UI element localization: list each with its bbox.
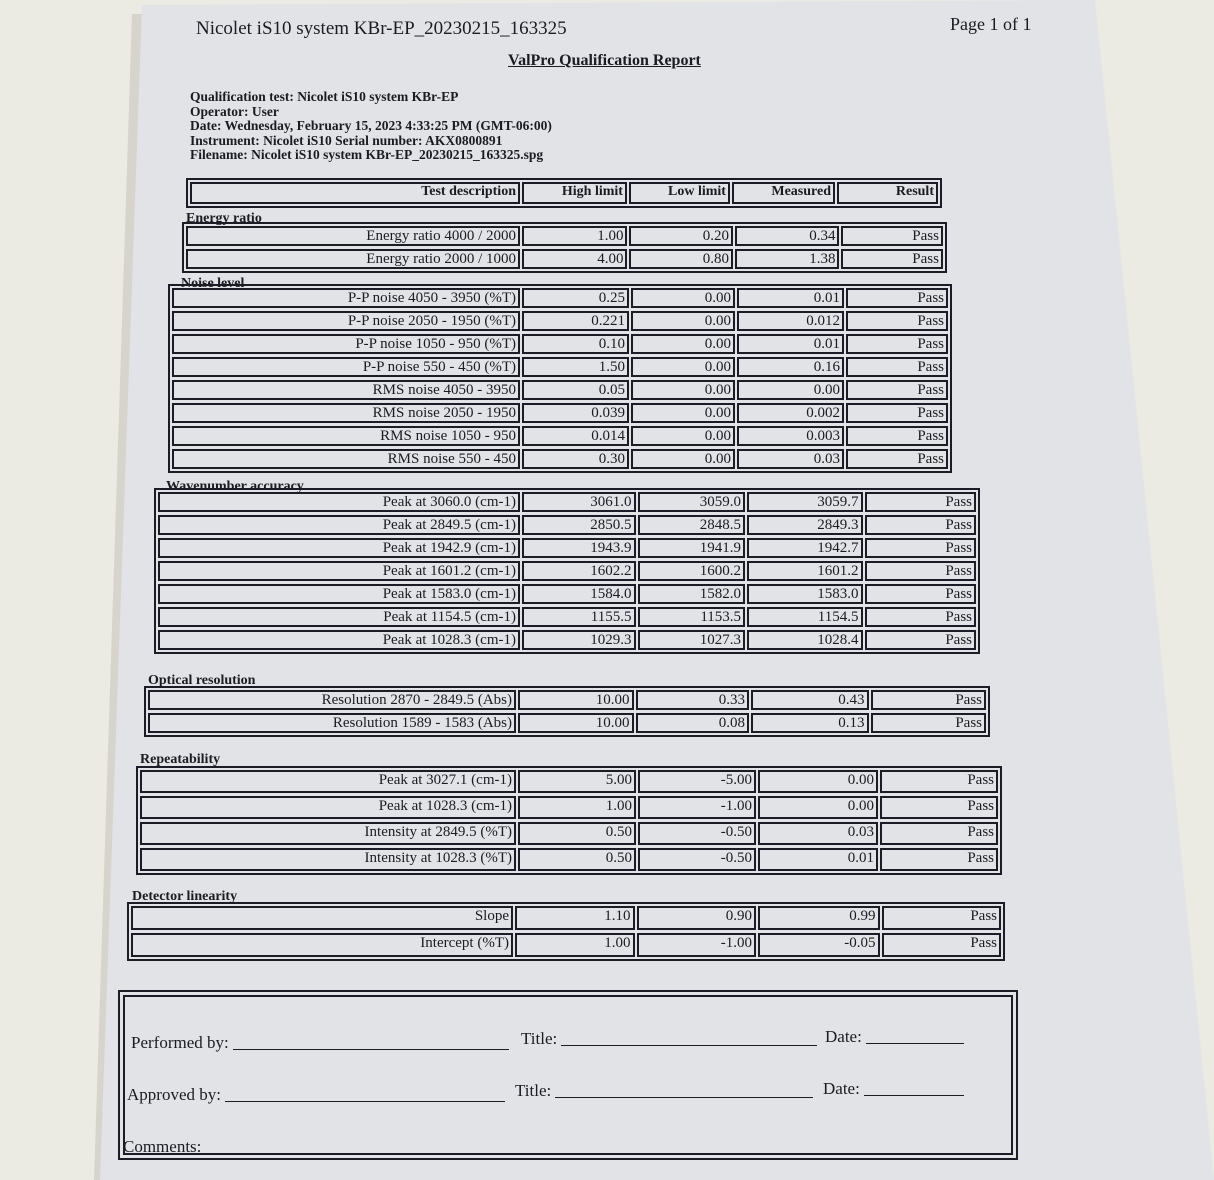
result-status: Pass: [846, 334, 948, 354]
high-limit: 1584.0: [522, 584, 636, 604]
approved-by-row: [127, 1085, 505, 1105]
section-title-energy-ratio: Energy ratio: [186, 211, 262, 226]
approved-title-row: [515, 1081, 813, 1101]
low-limit: 1600.2: [638, 561, 746, 581]
high-limit: 4.00: [522, 249, 627, 269]
test-description: Peak at 3060.0 (cm-1): [158, 492, 520, 512]
test-date: Date: Wednesday, February 15, 2023 4:33:25 PM (GMT-06:00): [190, 118, 552, 133]
high-limit: 0.30: [522, 449, 629, 469]
high-limit: 3061.0: [522, 492, 636, 512]
high-limit: 5.00: [518, 770, 636, 793]
measured-value: 0.99: [758, 906, 880, 930]
approved-date-row: [823, 1079, 964, 1099]
table-row: [186, 226, 943, 246]
result-status: Pass: [846, 380, 948, 400]
qualification-test: Qualification test: Nicolet iS10 system KBr-EP: [190, 89, 459, 104]
section-title-wavenumber-accuracy: Wavenumber accuracy: [166, 479, 304, 494]
high-limit: 1602.2: [522, 561, 636, 581]
test-description: Slope: [131, 906, 513, 930]
approved-by-label: Approved by:: [127, 1085, 221, 1104]
performed-by-field[interactable]: [233, 1048, 509, 1050]
performed-by-row: [131, 1033, 509, 1053]
test-description: P-P noise 2050 - 1950 (%T): [172, 311, 520, 331]
comments-field[interactable]: [206, 1152, 966, 1154]
measured-value: 0.00: [737, 380, 844, 400]
low-limit: 0.33: [636, 690, 750, 710]
result-status: Pass: [841, 226, 943, 246]
test-description: Intensity at 1028.3 (%T): [140, 848, 516, 871]
measured-value: 1028.4: [747, 630, 862, 650]
measured-value: 1154.5: [747, 607, 862, 627]
table-row: [186, 249, 943, 269]
low-limit: -0.50: [638, 822, 756, 845]
test-description: Intercept (%T): [131, 933, 513, 957]
table-row: [140, 770, 998, 793]
report-title: ValPro Qualification Report: [508, 52, 701, 69]
low-limit: 0.20: [629, 226, 733, 246]
low-limit: 1153.5: [638, 607, 746, 627]
table-row: [131, 906, 1001, 930]
result-status: Pass: [882, 933, 1002, 957]
test-description: Peak at 1154.5 (cm-1): [158, 607, 520, 627]
low-limit: -1.00: [637, 933, 757, 957]
header-low-limit: Low limit: [629, 182, 730, 204]
result-status: Pass: [865, 538, 977, 558]
test-description: Peak at 1601.2 (cm-1): [158, 561, 520, 581]
table-row: [158, 538, 976, 558]
low-limit: 0.08: [636, 713, 750, 733]
measured-value: 0.43: [751, 690, 868, 710]
performed-by-label: Performed by:: [131, 1033, 229, 1052]
date-label: Date:: [823, 1079, 860, 1098]
measured-value: 0.003: [737, 426, 844, 446]
high-limit: 0.039: [522, 403, 629, 423]
title-label: Title:: [515, 1081, 552, 1100]
measured-value: 0.012: [737, 311, 844, 331]
comments-row: [123, 1137, 966, 1157]
high-limit: 10.00: [518, 690, 634, 710]
measured-value: 0.00: [758, 770, 878, 793]
high-limit: 0.50: [518, 848, 636, 871]
test-description: Peak at 1942.9 (cm-1): [158, 538, 520, 558]
measured-value: 0.16: [737, 357, 844, 377]
approved-by-field[interactable]: [225, 1100, 505, 1102]
high-limit: 0.221: [522, 311, 629, 331]
page-indicator: Page 1 of 1: [950, 14, 1032, 34]
result-status: Pass: [846, 311, 948, 331]
document-name: Nicolet iS10 system KBr-EP_20230215_163325: [196, 18, 567, 39]
test-description: Resolution 1589 - 1583 (Abs): [148, 713, 516, 733]
test-description: Energy ratio 4000 / 2000: [186, 226, 520, 246]
section-noise-level: [168, 284, 952, 473]
low-limit: 0.00: [631, 357, 735, 377]
high-limit: 1155.5: [522, 607, 636, 627]
signature-block: [118, 990, 1018, 1160]
high-limit: 0.50: [518, 822, 636, 845]
performed-title-field[interactable]: [561, 1044, 817, 1046]
result-status: Pass: [846, 357, 948, 377]
test-description: Peak at 1028.3 (cm-1): [158, 630, 520, 650]
section-wavenumber-accuracy: [154, 488, 980, 654]
low-limit: 0.00: [631, 334, 735, 354]
measured-value: 2849.3: [747, 515, 862, 535]
performed-title-row: [521, 1029, 817, 1049]
table-row: [172, 311, 948, 331]
low-limit: -0.50: [638, 848, 756, 871]
high-limit: 0.10: [522, 334, 629, 354]
measured-value: 0.002: [737, 403, 844, 423]
test-description: Peak at 3027.1 (cm-1): [140, 770, 516, 793]
result-status: Pass: [871, 690, 987, 710]
instrument: Instrument: Nicolet iS10 Serial number: AKX0800891: [190, 132, 503, 148]
result-status: Pass: [865, 584, 977, 604]
low-limit: -1.00: [638, 796, 756, 819]
measured-value: 1583.0: [747, 584, 862, 604]
measured-value: 1.38: [735, 249, 839, 269]
high-limit: 0.25: [522, 288, 629, 308]
low-limit: 2848.5: [638, 515, 746, 535]
header-test-description: Test description: [190, 182, 520, 204]
measured-value: 0.03: [758, 822, 878, 845]
result-status: Pass: [865, 515, 977, 535]
measured-value: 0.00: [758, 796, 878, 819]
table-row: [140, 822, 998, 845]
result-status: Pass: [880, 770, 998, 793]
comments-label: Comments:: [123, 1137, 202, 1156]
title-label: Title:: [521, 1029, 558, 1048]
test-description: Peak at 1028.3 (cm-1): [140, 796, 516, 819]
low-limit: 0.00: [631, 426, 735, 446]
performed-date-row: [825, 1027, 964, 1047]
high-limit: 1.00: [518, 796, 636, 819]
test-description: RMS noise 1050 - 950: [172, 426, 520, 446]
result-status: Pass: [865, 492, 977, 512]
measured-value: 0.01: [737, 288, 844, 308]
high-limit: 1029.3: [522, 630, 636, 650]
table-row: [148, 713, 986, 733]
test-description: Intensity at 2849.5 (%T): [140, 822, 516, 845]
low-limit: 0.00: [631, 403, 735, 423]
high-limit: 1.50: [522, 357, 629, 377]
measured-value: 0.34: [735, 226, 839, 246]
operator: Operator: User: [190, 103, 279, 119]
result-status: Pass: [865, 561, 977, 581]
section-repeatability: [136, 766, 1002, 875]
filename: Filename: Nicolet iS10 system KBr-EP_20230215_163325.spg: [190, 147, 544, 162]
table-row: [158, 630, 976, 650]
high-limit: 0.014: [522, 426, 629, 446]
result-status: Pass: [865, 630, 977, 650]
test-description: Peak at 2849.5 (cm-1): [158, 515, 520, 535]
test-description: Resolution 2870 - 2849.5 (Abs): [148, 690, 516, 710]
table-row: [172, 288, 948, 308]
section-title-optical-resolution: Optical resolution: [148, 673, 256, 688]
high-limit: 2850.5: [522, 515, 636, 535]
approved-date-field[interactable]: [864, 1094, 964, 1096]
table-row: [158, 561, 976, 581]
measured-value: 0.13: [751, 713, 868, 733]
test-description: P-P noise 4050 - 3950 (%T): [172, 288, 520, 308]
high-limit: 10.00: [518, 713, 634, 733]
result-status: Pass: [882, 906, 1002, 930]
low-limit: 0.90: [637, 906, 757, 930]
result-status: Pass: [846, 288, 948, 308]
test-description: P-P noise 1050 - 950 (%T): [172, 334, 520, 354]
table-row: [172, 380, 948, 400]
table-row: [172, 403, 948, 423]
high-limit: 1.00: [515, 933, 635, 957]
low-limit: 0.00: [631, 380, 735, 400]
header-high-limit: High limit: [522, 182, 627, 204]
table-row: [131, 933, 1001, 957]
table-row: [158, 584, 976, 604]
measured-value: 0.01: [737, 334, 844, 354]
test-description: P-P noise 550 - 450 (%T): [172, 357, 520, 377]
test-description: RMS noise 550 - 450: [172, 449, 520, 469]
date-label: Date:: [825, 1027, 862, 1046]
table-row: [158, 492, 976, 512]
low-limit: 0.00: [631, 449, 735, 469]
report-metadata: [190, 90, 552, 163]
table-row: [140, 796, 998, 819]
high-limit: 0.05: [522, 380, 629, 400]
section-title-repeatability: Repeatability: [140, 752, 221, 767]
column-header-row: [186, 178, 942, 208]
low-limit: 3059.0: [638, 492, 746, 512]
section-detector-linearity: [127, 902, 1005, 961]
low-limit: 0.00: [631, 311, 735, 331]
result-status: Pass: [846, 426, 948, 446]
low-limit: 1027.3: [638, 630, 746, 650]
low-limit: 0.00: [631, 288, 735, 308]
result-status: Pass: [871, 713, 987, 733]
table-row: [172, 426, 948, 446]
low-limit: 1941.9: [638, 538, 746, 558]
measured-value: 1601.2: [747, 561, 862, 581]
measured-value: 0.03: [737, 449, 844, 469]
high-limit: 1.00: [522, 226, 627, 246]
header-measured: Measured: [732, 182, 835, 204]
test-description: RMS noise 4050 - 3950: [172, 380, 520, 400]
low-limit: 1582.0: [638, 584, 746, 604]
result-status: Pass: [846, 403, 948, 423]
high-limit: 1943.9: [522, 538, 636, 558]
approved-title-field[interactable]: [555, 1096, 813, 1098]
section-energy-ratio: [182, 222, 947, 273]
performed-date-field[interactable]: [866, 1042, 964, 1044]
table-row: [172, 357, 948, 377]
high-limit: 1.10: [515, 906, 635, 930]
measured-value: 3059.7: [747, 492, 862, 512]
result-status: Pass: [880, 848, 998, 871]
table-row: [172, 334, 948, 354]
result-status: Pass: [846, 449, 948, 469]
table-row: [158, 515, 976, 535]
table-row: [140, 848, 998, 871]
measured-value: 0.01: [758, 848, 878, 871]
measured-value: -0.05: [758, 933, 880, 957]
section-title-detector-linearity: Detector linearity: [132, 889, 238, 904]
result-status: Pass: [880, 822, 998, 845]
table-row: [158, 607, 976, 627]
result-status: Pass: [865, 607, 977, 627]
table-row: [148, 690, 986, 710]
test-description: Peak at 1583.0 (cm-1): [158, 584, 520, 604]
test-description: RMS noise 2050 - 1950: [172, 403, 520, 423]
section-title-noise-level: Noise level: [181, 276, 245, 291]
section-optical-resolution: [144, 686, 990, 737]
result-status: Pass: [841, 249, 943, 269]
test-description: Energy ratio 2000 / 1000: [186, 249, 520, 269]
table-row: [172, 449, 948, 469]
low-limit: 0.80: [629, 249, 733, 269]
low-limit: -5.00: [638, 770, 756, 793]
measured-value: 1942.7: [747, 538, 862, 558]
header-result: Result: [837, 182, 938, 204]
result-status: Pass: [880, 796, 998, 819]
